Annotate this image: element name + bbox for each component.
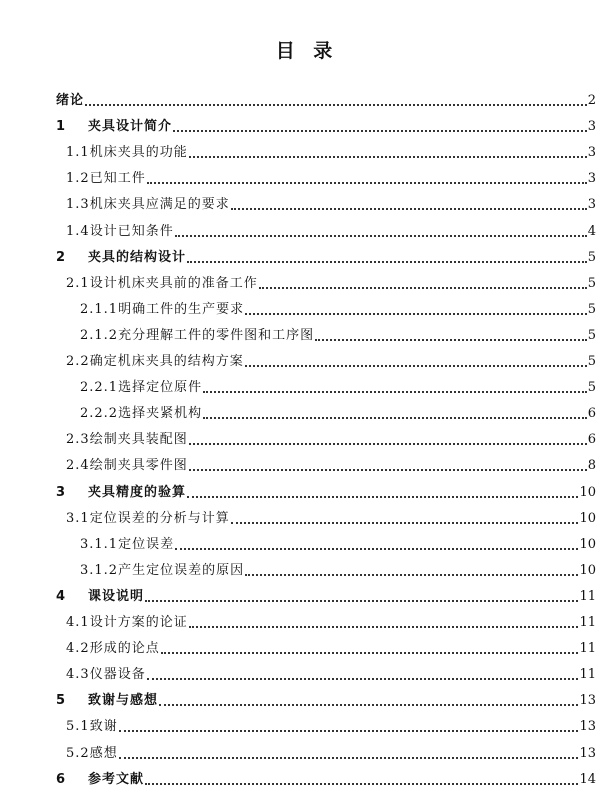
page-title: 目 录 xyxy=(275,40,339,62)
toc-entry-page: 13 xyxy=(579,719,596,735)
toc-entry-label: 明确工件的生产要求 xyxy=(118,301,245,317)
toc-entry[interactable] xyxy=(56,483,596,503)
dot-leader xyxy=(189,156,587,158)
toc-entry-number: 2.3 xyxy=(66,432,90,448)
toc-entry[interactable] xyxy=(80,378,596,398)
toc-entry-number: 2.1.2 xyxy=(80,327,119,343)
toc-entry[interactable] xyxy=(66,195,596,215)
toc-entry[interactable] xyxy=(80,404,596,424)
dot-leader xyxy=(173,130,587,132)
dot-leader xyxy=(145,783,578,785)
toc-entry-page: 5 xyxy=(587,301,596,317)
toc-entry-label: 机床夹具应满足的要求 xyxy=(89,197,230,213)
toc-entry[interactable] xyxy=(80,561,596,581)
toc-entry-label: 设计已知条件 xyxy=(89,223,174,239)
toc-entry-label: 绘制夹具装配图 xyxy=(89,432,188,448)
toc-entry-label: 设计方案的论证 xyxy=(89,615,188,630)
toc-entry-label: 夹具设计简介 xyxy=(88,119,173,135)
dot-leader xyxy=(259,287,587,289)
dot-leader xyxy=(145,600,578,602)
toc-entry-number: 1.2 xyxy=(66,171,90,187)
toc-entry-number: 1.3 xyxy=(66,197,90,213)
toc-entry[interactable] xyxy=(66,169,596,189)
toc-entry-label: 夹具精度的验算 xyxy=(88,484,187,500)
toc-entry-page: 10 xyxy=(579,562,596,578)
dot-leader xyxy=(147,182,587,184)
toc-entry-page: 5 xyxy=(587,327,596,343)
toc-entry-number: 3.1.1 xyxy=(80,536,119,552)
toc-entry-number: 4 xyxy=(56,588,79,604)
toc-entry-page: 6 xyxy=(587,406,596,422)
toc-entry-number: 1.4 xyxy=(66,223,90,239)
toc-entry-number: 2.4 xyxy=(66,458,90,474)
toc-entry[interactable] xyxy=(66,613,596,633)
toc-entry[interactable] xyxy=(66,143,596,163)
toc-entry-label: 确定机床夹具的结构方案 xyxy=(89,354,244,369)
toc-entry-label: 仪器设备 xyxy=(89,667,146,683)
toc-entry[interactable] xyxy=(66,509,596,529)
dot-leader xyxy=(203,391,587,393)
toc-entry-page: 11 xyxy=(579,615,596,630)
dot-leader xyxy=(231,522,579,524)
toc-entry[interactable] xyxy=(66,665,596,685)
toc-entry-number: 2.2 xyxy=(66,354,90,369)
toc-entry[interactable] xyxy=(56,117,596,137)
toc-entry-number: 4.3 xyxy=(66,667,90,683)
toc-entry[interactable] xyxy=(80,300,596,320)
toc-entry-label: 致谢 xyxy=(89,719,118,735)
dot-leader xyxy=(245,313,587,315)
toc-entry-number: 3.1.2 xyxy=(80,562,119,578)
toc-entry-number: 3.1 xyxy=(66,510,90,526)
toc-entry-label: 形成的论点 xyxy=(89,641,160,657)
dot-leader xyxy=(189,443,587,445)
toc-entry-page: 10 xyxy=(579,484,596,500)
toc-entry-label: 参考文献 xyxy=(88,771,145,787)
toc-entry-page: 5 xyxy=(587,249,596,265)
toc-entry-page: 11 xyxy=(579,667,596,683)
toc-entry-label: 设计机床夹具前的准备工作 xyxy=(89,275,258,291)
toc-entry[interactable] xyxy=(56,248,596,268)
toc-entry-number: 6 xyxy=(56,771,79,787)
toc-entry-label: 致谢与感想 xyxy=(88,693,159,709)
toc-entry-page: 5 xyxy=(587,380,596,396)
toc-entry-label: 课设说明 xyxy=(88,588,145,604)
toc-entry-page: 5 xyxy=(587,354,596,369)
toc-entry-page: 5 xyxy=(587,275,596,291)
toc-entry-label: 机床夹具的功能 xyxy=(89,145,188,161)
toc-entry-page: 13 xyxy=(579,693,596,709)
toc-entry-page: 10 xyxy=(579,510,596,526)
toc-entry-number: 2.2.2 xyxy=(80,406,119,422)
dot-leader xyxy=(175,548,578,550)
dot-leader xyxy=(189,626,579,628)
toc-entry-number: 2 xyxy=(56,249,79,265)
toc-entry-label: 绘制夹具零件图 xyxy=(89,458,188,474)
toc-entry-page: 10 xyxy=(579,536,596,552)
toc-entry-label: 产生定位误差的原因 xyxy=(118,562,245,578)
toc-entry-page: 11 xyxy=(579,641,596,657)
dot-leader xyxy=(119,730,579,732)
toc-entry-page: 14 xyxy=(579,771,596,787)
toc-entry-label: 选择定位原件 xyxy=(118,380,203,396)
dot-leader xyxy=(187,496,578,498)
toc-entry-number: 4.2 xyxy=(66,641,90,657)
toc-entry-number: 1.1 xyxy=(66,145,90,161)
toc-entry-number: 2.1 xyxy=(66,275,90,291)
toc-entry[interactable] xyxy=(66,430,596,450)
dot-leader xyxy=(175,235,587,237)
dot-leader xyxy=(119,757,579,759)
dot-leader xyxy=(159,704,578,706)
toc-entry-number: 1 xyxy=(56,119,79,135)
toc-entry-page: 3 xyxy=(587,119,596,135)
dot-leader xyxy=(187,261,587,263)
toc-entry-number: 3 xyxy=(56,484,79,500)
dot-leader xyxy=(85,104,587,106)
toc-entry[interactable] xyxy=(80,535,596,555)
toc-entry-number: 4.1 xyxy=(66,615,90,630)
toc-entry-page: 13 xyxy=(579,745,596,761)
toc-entry[interactable] xyxy=(80,326,596,346)
toc-entry-page: 3 xyxy=(587,171,596,187)
toc-entry-label: 夹具的结构设计 xyxy=(88,249,187,265)
toc-entry-label: 绪论 xyxy=(56,93,85,108)
toc-entry[interactable] xyxy=(56,691,596,711)
toc-entry-label: 充分理解工件的零件图和工序图 xyxy=(118,327,315,343)
toc-entry-number: 2.1.1 xyxy=(80,301,119,317)
toc-entry-page: 8 xyxy=(587,458,596,474)
toc-entry[interactable] xyxy=(56,587,596,607)
dot-leader xyxy=(203,417,587,419)
dot-leader xyxy=(315,339,587,341)
toc-entry-page: 4 xyxy=(587,223,596,239)
toc-entry[interactable] xyxy=(66,222,596,242)
toc-entry-page: 3 xyxy=(587,197,596,213)
toc-entry[interactable] xyxy=(56,91,596,111)
toc-entry-page: 3 xyxy=(587,145,596,161)
toc-entry[interactable] xyxy=(66,744,596,764)
dot-leader xyxy=(161,652,579,654)
toc-entry-page: 11 xyxy=(579,588,596,604)
toc-entry-label: 选择夹紧机构 xyxy=(118,406,203,422)
toc-entry-page: 2 xyxy=(587,93,596,108)
toc-entry[interactable] xyxy=(66,456,596,476)
dot-leader xyxy=(245,365,587,367)
toc-entry-label: 定位误差的分析与计算 xyxy=(89,510,230,526)
dot-leader xyxy=(189,469,587,471)
toc-entry[interactable] xyxy=(66,639,596,659)
toc-entry[interactable] xyxy=(66,352,596,372)
dot-leader xyxy=(147,678,579,680)
toc-entry-number: 2.2.1 xyxy=(80,380,119,396)
toc-entry[interactable] xyxy=(66,274,596,294)
toc-entry[interactable] xyxy=(56,770,596,790)
dot-leader xyxy=(231,208,587,210)
toc-entry-label: 定位误差 xyxy=(118,536,175,552)
toc-entry-page: 6 xyxy=(587,432,596,448)
toc-entry[interactable] xyxy=(66,717,596,737)
toc-entry-label: 感想 xyxy=(89,745,118,761)
toc-entry-number: 5.2 xyxy=(66,745,90,761)
dot-leader xyxy=(245,574,578,576)
toc-entry-number: 5.1 xyxy=(66,719,90,735)
toc-entry-number: 5 xyxy=(56,693,79,709)
toc-entry-label: 已知工件 xyxy=(89,171,146,187)
